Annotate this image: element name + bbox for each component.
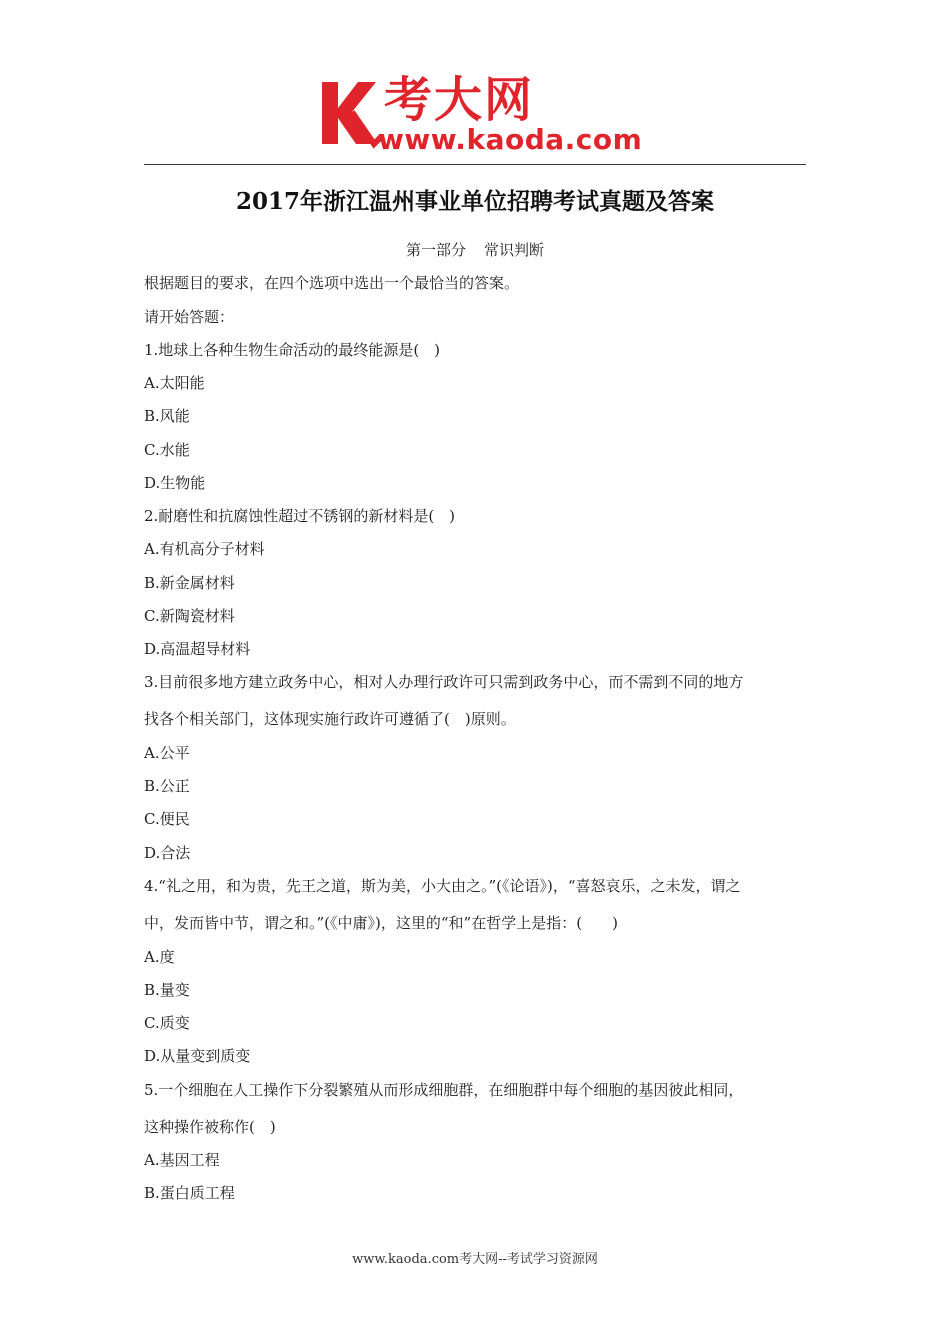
option-1d: D.生物能	[144, 474, 206, 492]
section-name: 常识判断	[484, 241, 545, 259]
option-5a: A.基因工程	[144, 1151, 220, 1169]
question-5-line-1: 5.一个细胞在人工操作下分裂繁殖从而形成细胞群，在细胞群中每个细胞的基因彼此相同，	[144, 1081, 744, 1099]
document-title: 2017年浙江温州事业单位招聘考试真题及答案	[235, 188, 714, 215]
option-3a: A.公平	[144, 744, 190, 762]
question-2: 2.耐磨性和抗腐蚀性超过不锈钢的新材料是( )	[144, 507, 456, 525]
option-4c: C.质变	[144, 1014, 190, 1032]
k-logo-icon	[318, 78, 384, 150]
option-5b: B.蛋白质工程	[144, 1184, 235, 1202]
question-3-line-1: 3.目前很多地方建立政务中心，相对人办理行政许可只需到政务中心，而不需到不同的地方	[144, 673, 744, 691]
page-footer[interactable]: www.kaoda.com考大网--考试学习资源网	[352, 1252, 598, 1267]
instruction-text: 根据题目的要求，在四个选项中选出一个最恰当的答案。	[144, 274, 520, 292]
option-4b: B.量变	[144, 981, 190, 999]
question-4-line-1: 4.“礼之用，和为贵，先王之道，斯为美，小大由之。”(《论语》)，“喜怒哀乐，之未发，谓之	[144, 877, 741, 895]
logo-chinese-text: 考大网	[384, 72, 535, 128]
section-part: 第一部分	[405, 241, 466, 259]
question-3-line-2: 找各个相关部门，这体现实施行政许可遵循了( )原则。	[144, 710, 516, 728]
logo-url-text: www.kaoda.com	[378, 123, 643, 156]
section-heading	[0, 239, 950, 260]
option-3b: B.公正	[144, 777, 190, 795]
kaoda-logo[interactable]	[318, 72, 643, 158]
option-2d: D.高温超导材料	[144, 640, 251, 658]
header-divider	[144, 164, 806, 165]
option-1a: A.太阳能	[144, 374, 205, 392]
option-4a: A.度	[144, 948, 175, 966]
option-2b: B.新金属材料	[144, 574, 235, 592]
option-2c: C.新陶瓷材料	[144, 607, 235, 625]
option-4d: D.从量变到质变	[144, 1047, 251, 1065]
question-4-line-2: 中，发而皆中节，谓之和。”(《中庸》)，这里的“和”在哲学上是指：( )	[144, 914, 618, 932]
question-5-line-2: 这种操作被称作( )	[144, 1118, 276, 1136]
option-2a: A.有机高分子材料	[144, 540, 265, 558]
option-1c: C.水能	[144, 441, 190, 459]
option-3c: C.便民	[144, 810, 190, 828]
question-1: 1.地球上各种生物生命活动的最终能源是( )	[144, 341, 441, 359]
option-1b: B.风能	[144, 407, 190, 425]
start-text: 请开始答题：	[144, 308, 235, 326]
page-header	[0, 0, 950, 170]
option-3d: D.合法	[144, 844, 191, 862]
